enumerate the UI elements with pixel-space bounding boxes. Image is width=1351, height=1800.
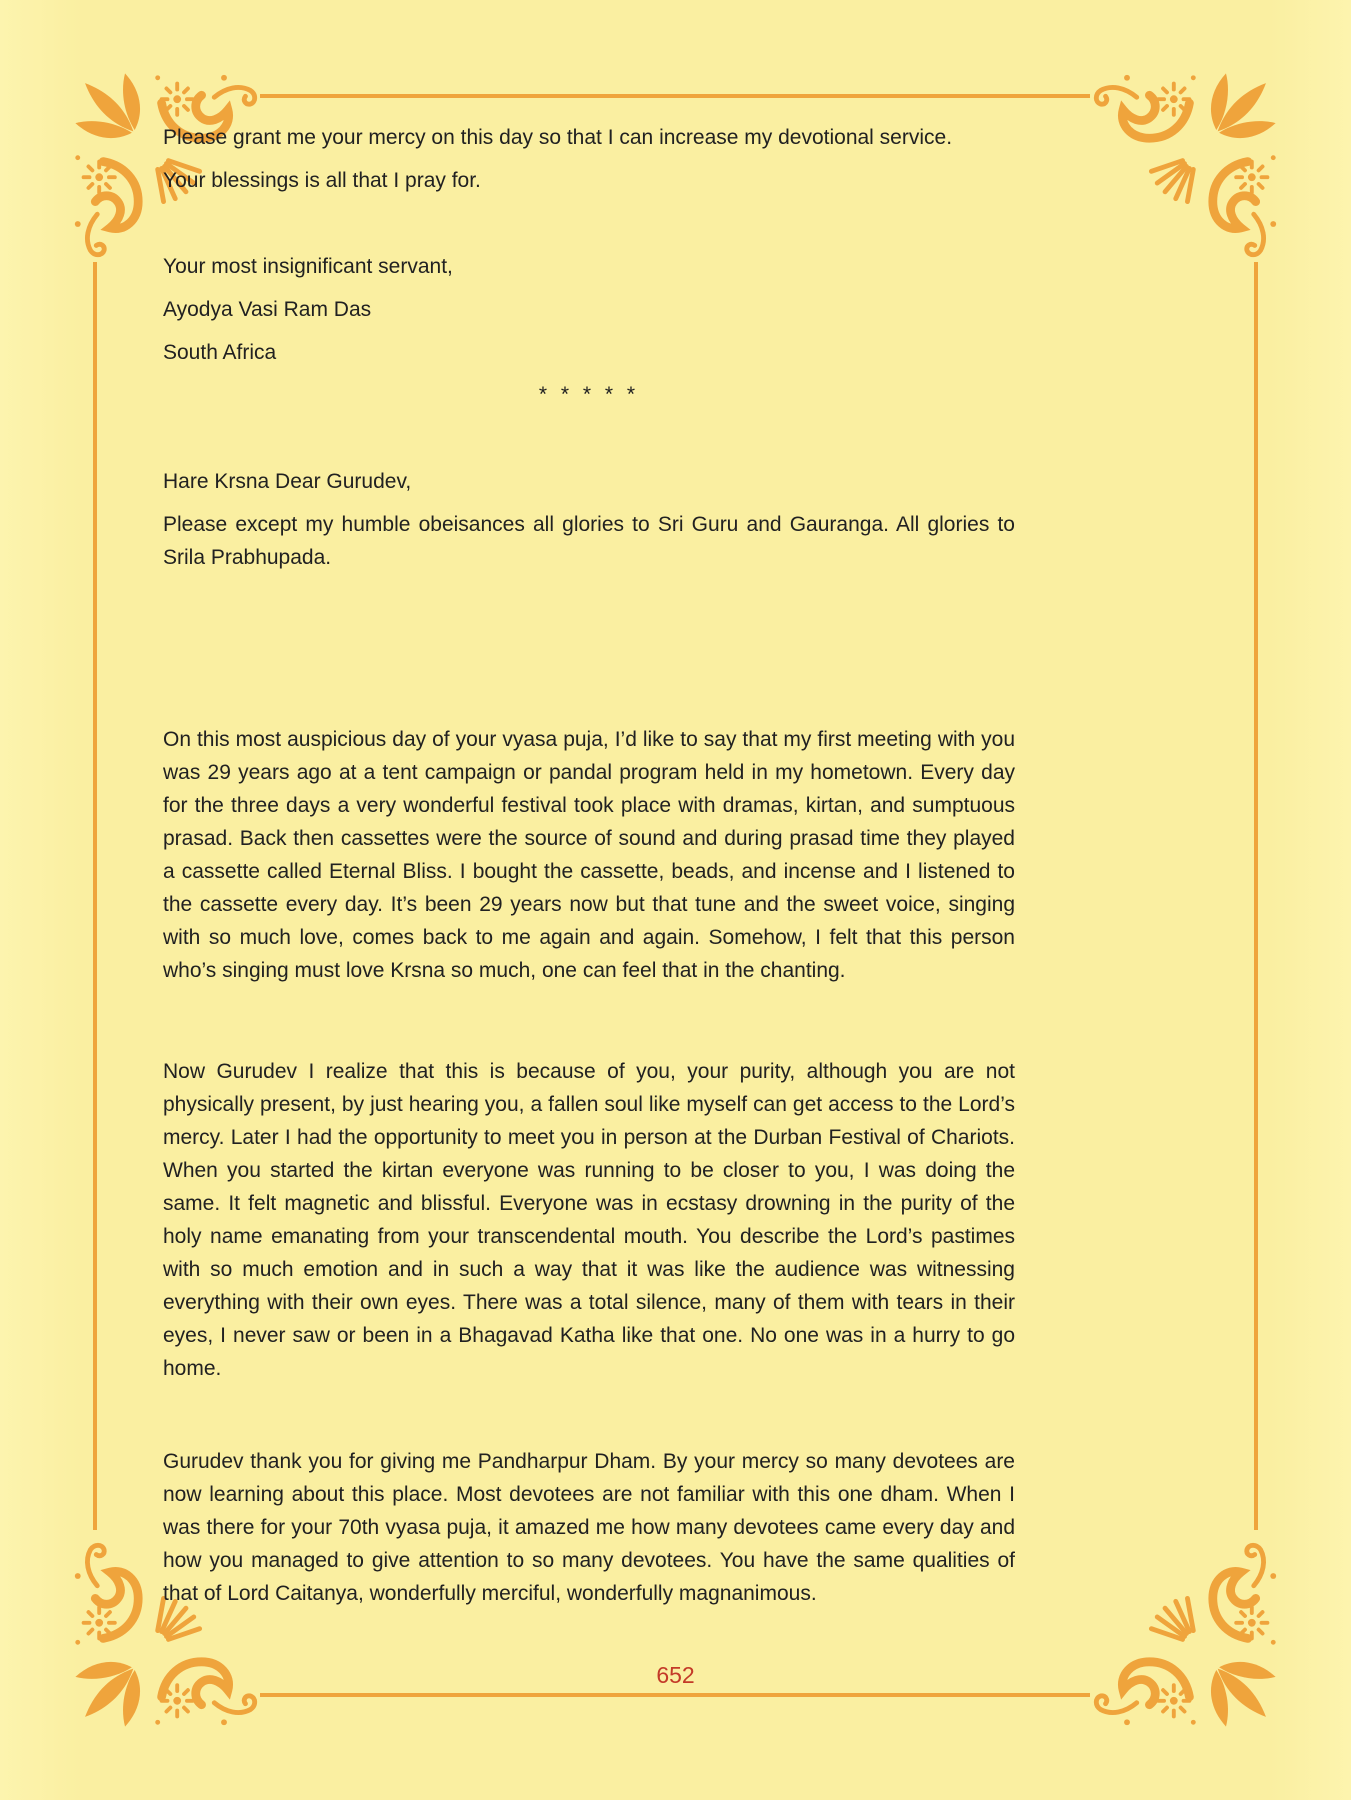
frame-border-right — [1254, 262, 1258, 1530]
section-separator-stars: * * * * * — [538, 383, 640, 406]
homage-salutation: Hare Krsna Dear Gurudev, — [163, 470, 412, 493]
homage-paragraph: On this most auspicious day of your vyasa puja, I’d like to say that my first meeting with you was 29 years ago at a tent campaign or pandal program held in my hometown. Every day for the three days a very wonderful festival took place with dramas, kirtan, and sumptuous prasad. Back then cassettes were the source of sound and during prasad time they played a cassette called Eternal Bliss. I bought the cassette, beads, and incense and I listened to the cassette every day. It’s been 29 years now but that tune and the sweet voice, singing with so much love, comes back to me again and again. Somehow, I felt that this person who’s singing must love Krsna so much, one can feel that in the chanting. — [163, 728, 1015, 982]
letter-text-block — [163, 0, 1015, 1620]
frame-border-bottom — [260, 1693, 1090, 1697]
closing-mercy-line: Please grant me your mercy on this day so that I can increase my devotional service. — [163, 126, 953, 149]
floral-corner-ornament-icon — [1088, 1537, 1283, 1732]
homage-obeisances: Please except my humble obeisances all glories to Sri Guru and Gauranga. All glories to Srila Prabhupada. — [163, 513, 1015, 569]
closing-signoff: Your most insignificant servant, — [163, 255, 453, 278]
floral-corner-ornament-icon — [1088, 68, 1283, 263]
closing-blessings-line: Your blessings is all that I pray for. — [163, 169, 481, 192]
signature-location: South Africa — [163, 341, 277, 364]
homage-paragraph: Gurudev thank you for giving me Pandharpur Dham. By your mercy so many devotees are now learning about this place. Most devotees are not familiar with this one dham. When I was there for your 70th vyasa puja, it amazed me how many devotees came every day and how you managed to give attention to so many devotees. You have the same qualities of that of Lord Caitanya, wonderfully merciful, wonderfully magnanimous. — [163, 1450, 1015, 1605]
frame-border-left — [93, 262, 97, 1530]
page-number: 652 — [656, 1662, 695, 1688]
signature-name: Ayodya Vasi Ram Das — [163, 298, 372, 321]
homage-paragraph: Now Gurudev I realize that this is because of you, your purity, although you are not physically present, by just hearing you, a fallen soul like myself can get access to the Lord’s mercy. Later I had the opportunity to meet you in person at the Durban Festival of Chariots. When you started the kirtan everyone was running to be closer to you, I was doing the same. It felt magnetic and blissful. Everyone was in ecstasy drowning in the purity of the holy name emanating from your transcendental mouth. You describe the Lord’s pastimes with so much emotion and in such a way that it was like the audience was witnessing everything with their own eyes. There was a total silence, many of them with tears in their eyes, I never saw or been in a Bhagavad Katha like that one. No one was in a hurry to go home. — [163, 1060, 1015, 1380]
